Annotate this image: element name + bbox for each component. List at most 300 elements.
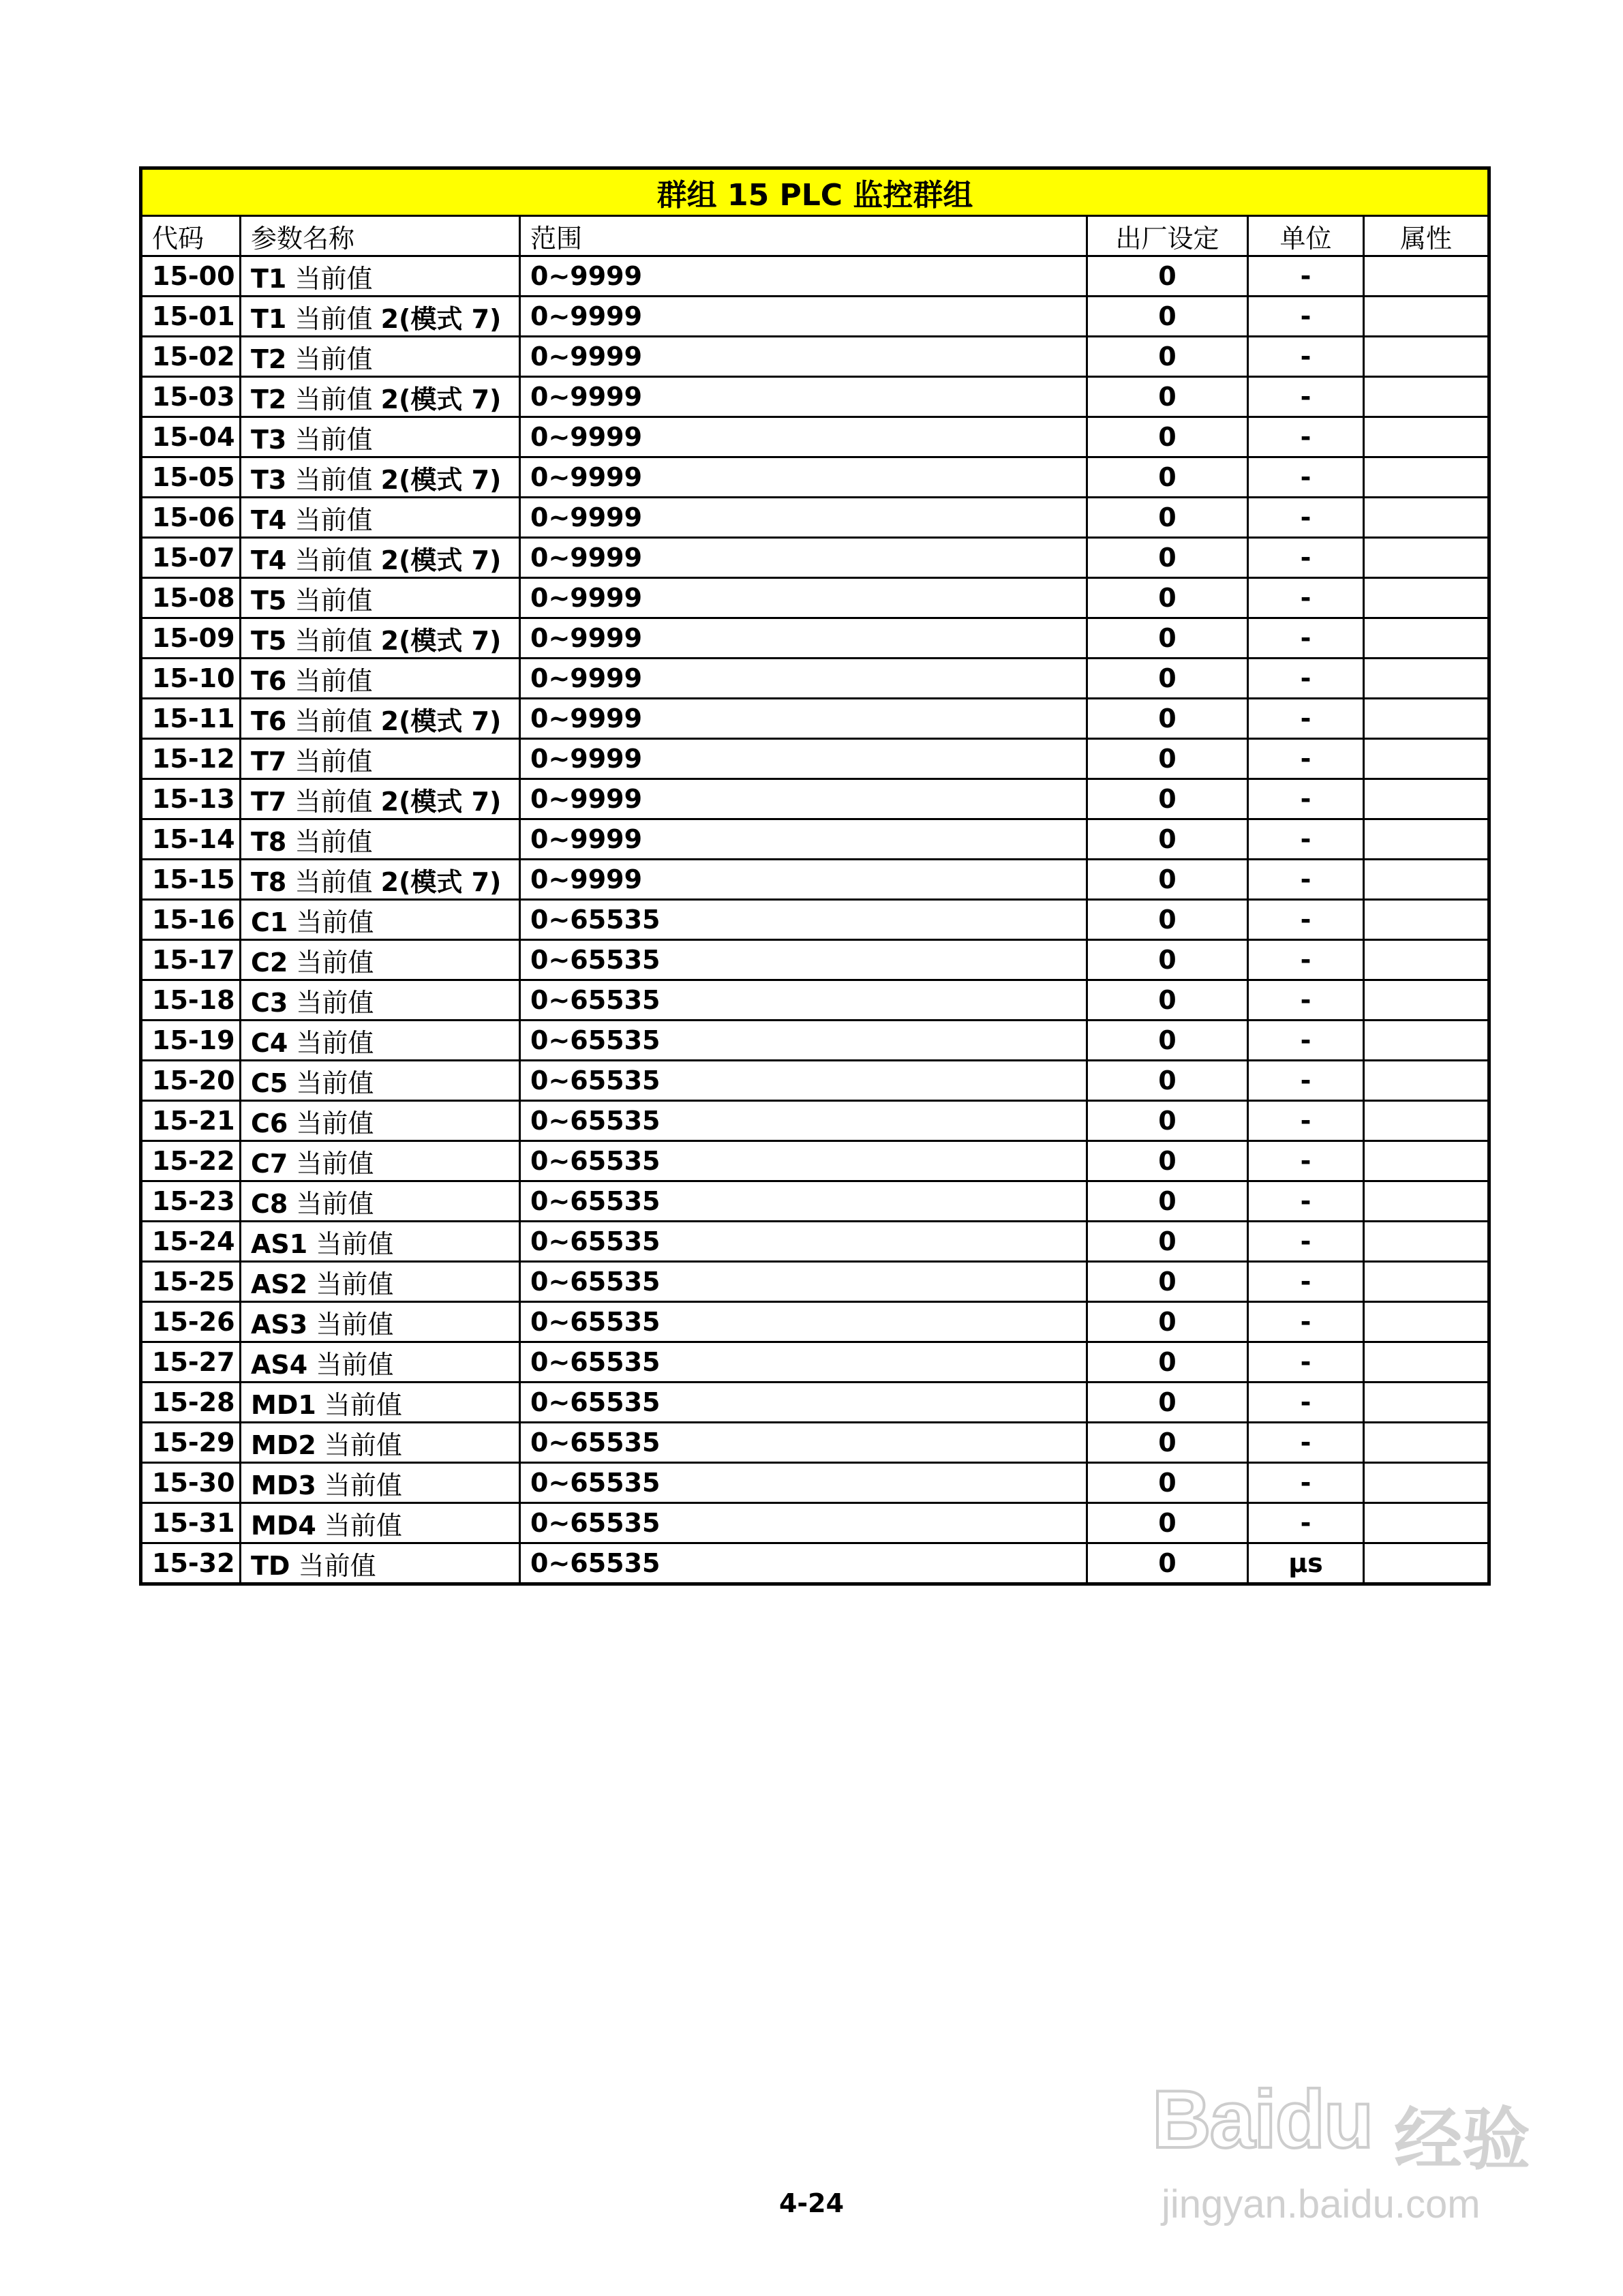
param-desc: 当前值 <box>324 1470 402 1500</box>
cell-attribute <box>1364 739 1489 779</box>
cell-unit: - <box>1248 980 1364 1021</box>
param-id: AS3 <box>251 1309 308 1340</box>
param-id: T7 <box>251 746 287 776</box>
param-desc: 当前值 <box>316 1309 394 1340</box>
table-row <box>141 337 1489 377</box>
cell-attribute <box>1364 900 1489 940</box>
param-desc: 当前值 <box>324 1510 402 1541</box>
cell-range: 0~9999 <box>520 659 1087 699</box>
cell-range: 0~65535 <box>520 1181 1087 1222</box>
cell-default: 0 <box>1087 699 1248 739</box>
table-row <box>141 699 1489 739</box>
cell-param-name <box>241 940 520 980</box>
cell-code: 15-26 <box>141 1302 241 1342</box>
cell-param-name <box>241 417 520 457</box>
cell-default: 0 <box>1087 819 1248 860</box>
cell-range: 0~65535 <box>520 1061 1087 1101</box>
watermark <box>1152 2052 1534 2236</box>
header-attribute: 属性 <box>1364 216 1489 256</box>
cell-default: 0 <box>1087 578 1248 618</box>
param-id: T4 <box>251 545 287 575</box>
cell-default: 0 <box>1087 739 1248 779</box>
cell-param-name <box>241 256 520 297</box>
cell-code: 15-04 <box>141 417 241 457</box>
watermark-url: jingyan.baidu.com <box>1162 2182 1481 2226</box>
param-id: T2 <box>251 384 287 414</box>
param-id: T1 <box>251 263 287 294</box>
cell-default: 0 <box>1087 377 1248 417</box>
cell-range: 0~9999 <box>520 860 1087 900</box>
param-suffix: 2(模式 7) <box>380 625 502 656</box>
cell-attribute <box>1364 1222 1489 1262</box>
param-id: T6 <box>251 706 287 736</box>
cell-default: 0 <box>1087 1383 1248 1423</box>
param-desc: 当前值 <box>316 1228 394 1259</box>
cell-attribute <box>1364 819 1489 860</box>
cell-range: 0~65535 <box>520 1141 1087 1181</box>
cell-range: 0~9999 <box>520 779 1087 819</box>
param-id: AS4 <box>251 1349 308 1380</box>
param-id: MD3 <box>251 1470 316 1500</box>
cell-unit: - <box>1248 538 1364 578</box>
param-id: C3 <box>251 987 288 1018</box>
table-row <box>141 659 1489 699</box>
table-row <box>141 1463 1489 1503</box>
cell-param-name <box>241 1423 520 1463</box>
table-row <box>141 1342 1489 1383</box>
cell-code: 15-00 <box>141 256 241 297</box>
cell-unit: - <box>1248 819 1364 860</box>
cell-code: 15-31 <box>141 1503 241 1543</box>
cell-code: 15-06 <box>141 498 241 538</box>
cell-param-name <box>241 1061 520 1101</box>
cell-code: 15-20 <box>141 1061 241 1101</box>
cell-range: 0~9999 <box>520 337 1087 377</box>
table-header-row <box>141 216 1489 256</box>
cell-range: 0~9999 <box>520 457 1087 498</box>
cell-default: 0 <box>1087 1061 1248 1101</box>
cell-range: 0~65535 <box>520 1302 1087 1342</box>
cell-code: 15-14 <box>141 819 241 860</box>
cell-range: 0~9999 <box>520 377 1087 417</box>
cell-unit: µs <box>1248 1543 1364 1584</box>
param-id: C8 <box>251 1188 288 1219</box>
param-desc: 当前值 <box>294 464 373 495</box>
cell-unit: - <box>1248 1423 1364 1463</box>
table-row <box>141 538 1489 578</box>
cell-default: 0 <box>1087 1101 1248 1141</box>
cell-code: 15-30 <box>141 1463 241 1503</box>
cell-default: 0 <box>1087 618 1248 659</box>
param-id: T5 <box>251 585 287 616</box>
param-id: C1 <box>251 907 288 937</box>
param-desc: 当前值 <box>296 947 374 978</box>
param-id: T5 <box>251 625 287 656</box>
table-row <box>141 980 1489 1021</box>
table-row <box>141 377 1489 417</box>
cell-range: 0~9999 <box>520 297 1087 337</box>
cell-param-name <box>241 498 520 538</box>
cell-default: 0 <box>1087 1021 1248 1061</box>
cell-param-name <box>241 1543 520 1584</box>
cell-unit: - <box>1248 377 1364 417</box>
table-row <box>141 860 1489 900</box>
cell-default: 0 <box>1087 417 1248 457</box>
cell-attribute <box>1364 1061 1489 1101</box>
param-desc: 当前值 <box>324 1389 402 1420</box>
cell-range: 0~65535 <box>520 1423 1087 1463</box>
cell-attribute <box>1364 538 1489 578</box>
param-desc: 当前值 <box>294 384 373 414</box>
cell-range: 0~9999 <box>520 578 1087 618</box>
cell-default: 0 <box>1087 256 1248 297</box>
cell-unit: - <box>1248 1061 1364 1101</box>
param-id: AS1 <box>251 1228 308 1259</box>
cell-range: 0~65535 <box>520 940 1087 980</box>
cell-attribute <box>1364 1423 1489 1463</box>
cell-param-name <box>241 1101 520 1141</box>
cell-default: 0 <box>1087 1181 1248 1222</box>
param-id: T4 <box>251 504 287 535</box>
cell-unit: - <box>1248 1222 1364 1262</box>
table-row <box>141 819 1489 860</box>
cell-code: 15-25 <box>141 1262 241 1302</box>
param-id: T8 <box>251 866 287 897</box>
cell-attribute <box>1364 417 1489 457</box>
param-id: T6 <box>251 665 287 696</box>
param-desc: 当前值 <box>294 746 373 776</box>
cell-param-name <box>241 1302 520 1342</box>
cell-attribute <box>1364 1383 1489 1423</box>
cell-unit: - <box>1248 1141 1364 1181</box>
cell-range: 0~65535 <box>520 1101 1087 1141</box>
cell-range: 0~9999 <box>520 538 1087 578</box>
cell-code: 15-22 <box>141 1141 241 1181</box>
cell-param-name <box>241 1141 520 1181</box>
cell-unit: - <box>1248 1463 1364 1503</box>
cell-code: 15-02 <box>141 337 241 377</box>
param-id: C5 <box>251 1068 288 1098</box>
cell-param-name <box>241 779 520 819</box>
cell-unit: - <box>1248 256 1364 297</box>
param-desc: 当前值 <box>294 303 373 334</box>
param-desc: 当前值 <box>316 1269 394 1299</box>
cell-range: 0~65535 <box>520 1543 1087 1584</box>
cell-param-name <box>241 1222 520 1262</box>
param-desc: 当前值 <box>294 665 373 696</box>
param-desc: 当前值 <box>296 987 374 1018</box>
cell-attribute <box>1364 1503 1489 1543</box>
cell-param-name <box>241 538 520 578</box>
param-suffix: 2(模式 7) <box>380 464 502 495</box>
cell-code: 15-16 <box>141 900 241 940</box>
cell-code: 15-03 <box>141 377 241 417</box>
cell-unit: - <box>1248 618 1364 659</box>
param-suffix: 2(模式 7) <box>380 303 502 334</box>
cell-code: 15-17 <box>141 940 241 980</box>
param-desc: 当前值 <box>316 1349 394 1380</box>
cell-param-name <box>241 1021 520 1061</box>
cell-param-name <box>241 1262 520 1302</box>
cell-param-name <box>241 819 520 860</box>
cell-code: 15-12 <box>141 739 241 779</box>
cell-param-name <box>241 1383 520 1423</box>
param-suffix: 2(模式 7) <box>380 786 502 817</box>
cell-unit: - <box>1248 417 1364 457</box>
table-row <box>141 1021 1489 1061</box>
cell-attribute <box>1364 618 1489 659</box>
table-title: 群组 15 PLC 监控群组 <box>141 168 1489 216</box>
cell-range: 0~9999 <box>520 699 1087 739</box>
cell-code: 15-01 <box>141 297 241 337</box>
cell-code: 15-32 <box>141 1543 241 1584</box>
table-row <box>141 1423 1489 1463</box>
table-row <box>141 1383 1489 1423</box>
cell-unit: - <box>1248 1181 1364 1222</box>
param-suffix: 2(模式 7) <box>380 384 502 414</box>
param-desc: 当前值 <box>294 424 373 455</box>
cell-param-name <box>241 860 520 900</box>
param-id: MD1 <box>251 1389 316 1420</box>
cell-range: 0~65535 <box>520 1503 1087 1543</box>
header-default: 出厂设定 <box>1087 216 1248 256</box>
cell-range: 0~9999 <box>520 618 1087 659</box>
cell-unit: - <box>1248 659 1364 699</box>
param-suffix: 2(模式 7) <box>380 866 502 897</box>
cell-param-name <box>241 618 520 659</box>
cell-code: 15-07 <box>141 538 241 578</box>
cell-range: 0~65535 <box>520 1342 1087 1383</box>
param-desc: 当前值 <box>294 786 373 817</box>
param-id: C7 <box>251 1148 288 1179</box>
table-row <box>141 1141 1489 1181</box>
param-id: T2 <box>251 344 287 374</box>
cell-default: 0 <box>1087 538 1248 578</box>
cell-code: 15-29 <box>141 1423 241 1463</box>
cell-attribute <box>1364 498 1489 538</box>
table-row <box>141 417 1489 457</box>
cell-param-name <box>241 297 520 337</box>
cell-default: 0 <box>1087 940 1248 980</box>
cell-param-name <box>241 457 520 498</box>
cell-code: 15-27 <box>141 1342 241 1383</box>
cell-code: 15-24 <box>141 1222 241 1262</box>
cell-unit: - <box>1248 779 1364 819</box>
cell-param-name <box>241 659 520 699</box>
header-range: 范围 <box>520 216 1087 256</box>
cell-code: 15-18 <box>141 980 241 1021</box>
param-id: MD2 <box>251 1430 316 1460</box>
param-id: C2 <box>251 947 288 978</box>
header-param-name: 参数名称 <box>241 216 520 256</box>
param-desc: 当前值 <box>324 1430 402 1460</box>
cell-default: 0 <box>1087 1222 1248 1262</box>
cell-attribute <box>1364 1021 1489 1061</box>
param-desc: 当前值 <box>294 504 373 535</box>
cell-code: 15-28 <box>141 1383 241 1423</box>
table-row <box>141 578 1489 618</box>
parameter-table <box>139 166 1491 1586</box>
cell-default: 0 <box>1087 1302 1248 1342</box>
cell-attribute <box>1364 1302 1489 1342</box>
param-desc: 当前值 <box>294 706 373 736</box>
cell-attribute <box>1364 1463 1489 1503</box>
cell-unit: - <box>1248 337 1364 377</box>
cell-param-name <box>241 900 520 940</box>
param-id: T7 <box>251 786 287 817</box>
param-desc: 当前值 <box>294 585 373 616</box>
param-desc: 当前值 <box>296 1068 374 1098</box>
table-row <box>141 618 1489 659</box>
cell-unit: - <box>1248 578 1364 618</box>
cell-unit: - <box>1248 498 1364 538</box>
cell-attribute <box>1364 1262 1489 1302</box>
cell-range: 0~65535 <box>520 900 1087 940</box>
header-code: 代码 <box>141 216 241 256</box>
cell-attribute <box>1364 256 1489 297</box>
cell-param-name <box>241 377 520 417</box>
table-row <box>141 1181 1489 1222</box>
table-row <box>141 1503 1489 1543</box>
cell-code: 15-21 <box>141 1101 241 1141</box>
cell-default: 0 <box>1087 779 1248 819</box>
cell-code: 15-11 <box>141 699 241 739</box>
param-desc: 当前值 <box>296 1027 374 1058</box>
table-row <box>141 900 1489 940</box>
cell-default: 0 <box>1087 1423 1248 1463</box>
cell-code: 15-13 <box>141 779 241 819</box>
table-row <box>141 1061 1489 1101</box>
param-id: T1 <box>251 303 287 334</box>
cell-unit: - <box>1248 1383 1364 1423</box>
cell-attribute <box>1364 1101 1489 1141</box>
cell-code: 15-05 <box>141 457 241 498</box>
cell-param-name <box>241 739 520 779</box>
param-id: AS2 <box>251 1269 308 1299</box>
cell-attribute <box>1364 377 1489 417</box>
cell-code: 15-10 <box>141 659 241 699</box>
cell-default: 0 <box>1087 337 1248 377</box>
param-desc: 当前值 <box>294 826 373 857</box>
cell-default: 0 <box>1087 1262 1248 1302</box>
param-suffix: 2(模式 7) <box>380 545 502 575</box>
cell-default: 0 <box>1087 1503 1248 1543</box>
cell-unit: - <box>1248 940 1364 980</box>
param-id: TD <box>251 1550 290 1581</box>
cell-default: 0 <box>1087 1141 1248 1181</box>
cell-range: 0~65535 <box>520 1021 1087 1061</box>
table-row <box>141 457 1489 498</box>
cell-default: 0 <box>1087 860 1248 900</box>
table-row <box>141 1101 1489 1141</box>
param-id: C6 <box>251 1108 288 1138</box>
cell-attribute <box>1364 860 1489 900</box>
header-unit: 单位 <box>1248 216 1364 256</box>
table-title-row <box>141 168 1489 216</box>
table-row <box>141 940 1489 980</box>
cell-unit: - <box>1248 1262 1364 1302</box>
table-row <box>141 297 1489 337</box>
cell-attribute <box>1364 659 1489 699</box>
cell-attribute <box>1364 699 1489 739</box>
cell-default: 0 <box>1087 1342 1248 1383</box>
cell-range: 0~9999 <box>520 256 1087 297</box>
cell-default: 0 <box>1087 457 1248 498</box>
table-row <box>141 1262 1489 1302</box>
cell-unit: - <box>1248 739 1364 779</box>
cell-attribute <box>1364 297 1489 337</box>
cell-code: 15-19 <box>141 1021 241 1061</box>
cell-param-name <box>241 1503 520 1543</box>
param-desc: 当前值 <box>296 1188 374 1219</box>
cell-attribute <box>1364 980 1489 1021</box>
cell-code: 15-23 <box>141 1181 241 1222</box>
cell-unit: - <box>1248 1503 1364 1543</box>
cell-attribute <box>1364 337 1489 377</box>
table-row <box>141 1302 1489 1342</box>
cell-param-name <box>241 578 520 618</box>
cell-code: 15-15 <box>141 860 241 900</box>
cell-param-name <box>241 1342 520 1383</box>
param-id: T3 <box>251 424 287 455</box>
table-row <box>141 1543 1489 1584</box>
param-desc: 当前值 <box>294 263 373 294</box>
cell-default: 0 <box>1087 1543 1248 1584</box>
cell-range: 0~9999 <box>520 819 1087 860</box>
cell-param-name <box>241 337 520 377</box>
cell-param-name <box>241 1463 520 1503</box>
page-number: 4-24 <box>778 2188 845 2218</box>
cell-code: 15-09 <box>141 618 241 659</box>
cell-param-name <box>241 1181 520 1222</box>
cell-range: 0~65535 <box>520 1262 1087 1302</box>
cell-range: 0~9999 <box>520 739 1087 779</box>
table-row <box>141 1222 1489 1262</box>
cell-attribute <box>1364 1342 1489 1383</box>
cell-unit: - <box>1248 1302 1364 1342</box>
param-desc: 当前值 <box>294 866 373 897</box>
cell-param-name <box>241 980 520 1021</box>
cell-default: 0 <box>1087 297 1248 337</box>
cell-range: 0~65535 <box>520 1383 1087 1423</box>
cell-range: 0~65535 <box>520 980 1087 1021</box>
table-row <box>141 779 1489 819</box>
param-desc: 当前值 <box>294 625 373 656</box>
table-row <box>141 256 1489 297</box>
param-id: T3 <box>251 464 287 495</box>
table-row <box>141 498 1489 538</box>
param-id: MD4 <box>251 1510 316 1541</box>
cell-range: 0~9999 <box>520 498 1087 538</box>
cell-default: 0 <box>1087 980 1248 1021</box>
cell-param-name <box>241 699 520 739</box>
param-desc: 当前值 <box>296 907 374 937</box>
cell-default: 0 <box>1087 498 1248 538</box>
table-row <box>141 739 1489 779</box>
cell-unit: - <box>1248 1101 1364 1141</box>
param-desc: 当前值 <box>298 1550 376 1581</box>
cell-default: 0 <box>1087 1463 1248 1503</box>
cell-unit: - <box>1248 457 1364 498</box>
cell-default: 0 <box>1087 659 1248 699</box>
param-desc: 当前值 <box>296 1148 374 1179</box>
cell-range: 0~65535 <box>520 1222 1087 1262</box>
cell-unit: - <box>1248 900 1364 940</box>
cell-unit: - <box>1248 297 1364 337</box>
watermark-cn: 经验 <box>1394 2100 1530 2179</box>
cell-attribute <box>1364 940 1489 980</box>
cell-attribute <box>1364 779 1489 819</box>
